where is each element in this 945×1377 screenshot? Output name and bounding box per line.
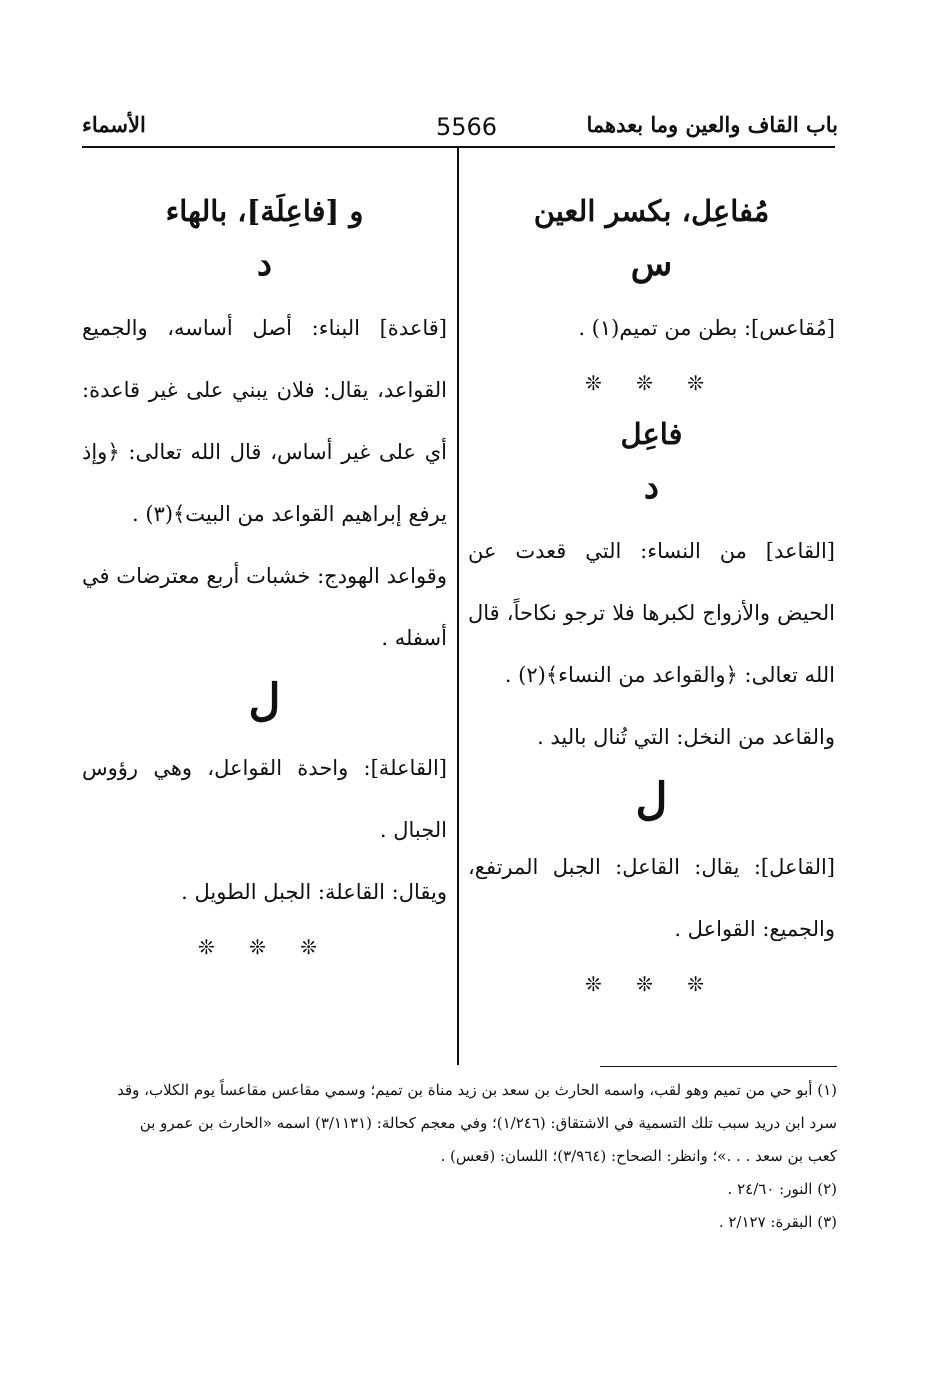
letter-heading-dal: د	[643, 466, 660, 507]
chapter-title: الأسماء	[82, 112, 146, 137]
letter-heading-lam: ل	[248, 674, 281, 726]
page-number: 5566	[436, 113, 498, 141]
pattern-heading-faeila: و [فاعِلَة]، بالهاء	[165, 194, 364, 228]
pattern-heading: مُفاعِل، بكسر العين	[533, 194, 770, 228]
footnote-3: (٣) البقرة: ٢/١٢٧ .	[718, 1213, 837, 1231]
footnotes	[110, 1074, 837, 1239]
left-column	[82, 180, 447, 973]
section-title: باب القاف والعين وما بعدهما	[586, 112, 838, 137]
column-divider	[457, 148, 459, 1065]
letter-heading-seen: س	[630, 243, 673, 284]
entry-qaela-2: ويقال: القاعلة: الجبل الطويل .	[181, 879, 447, 904]
letter-heading-lam: ل	[635, 773, 668, 825]
separator-stars-end: ❊ ❊ ❊	[198, 934, 331, 959]
entry-qaal: [القاعل]: يقال: القاعل: الجبل المرتفع، والجميع: القواعل .	[468, 854, 835, 941]
footnote-1: (١) أبو حي من تميم وهو لقب، واسمه الحارث بن سعد بن زيد مناة بن تميم؛ وسمي مقاعس مقاعساً يوم الكلاب، وقد سرد ابن دريد سبب تلك التسمية في الاشتقاق: (١/٢٤٦)؛ وفي معجم كحالة: (٣/١١٣١) اسمه «الحارث بن عمرو بن كعب بن سعد . . .»؛ وانظر: الصحاح: (٣/٩٦٤)؛ اللسان: (قعس) .	[117, 1081, 837, 1165]
footnote-2: (٢) النور: ٢٤/٦٠ .	[727, 1180, 837, 1198]
entry-qaela: [القاعلة]: واحدة القواعل، وهي رؤوس الجبال .	[82, 755, 447, 842]
entry-hawdaj: وقواعد الهودج: خشبات أربع معترضات في أسفله .	[82, 563, 447, 650]
entry-qaed: [القاعد] من النساء: التي قعدت عن الحيض والأزواج لكبرها فلا ترجو نكاحاً، قال الله تعالى: ﴿والقواعد من النساء﴾(٢) .	[468, 538, 835, 687]
right-column	[468, 180, 835, 1010]
entry-qaed-nakhl: والقاعد من النخل: التي تُنال باليد .	[537, 724, 835, 749]
entry-qaeda: [قاعدة] البناء: أصل أساسه، والجميع القواعد، يقال: فلان يبني على غير قاعدة: أي على غير أساس، قال الله تعالى: ﴿وإذ يرفع إبراهيم القواعد من البيت﴾(٣) .	[82, 315, 447, 526]
separator-stars: ❊ ❊ ❊	[585, 370, 718, 395]
letter-heading-dal: د	[256, 243, 273, 284]
footnote-rule	[600, 1066, 837, 1067]
pattern-heading-faeil: فاعِل	[620, 416, 683, 451]
separator-stars-end: ❊ ❊ ❊	[585, 971, 718, 996]
entry-muqaes: [مُقاعس]: بطن من تميم(١) .	[578, 315, 835, 340]
